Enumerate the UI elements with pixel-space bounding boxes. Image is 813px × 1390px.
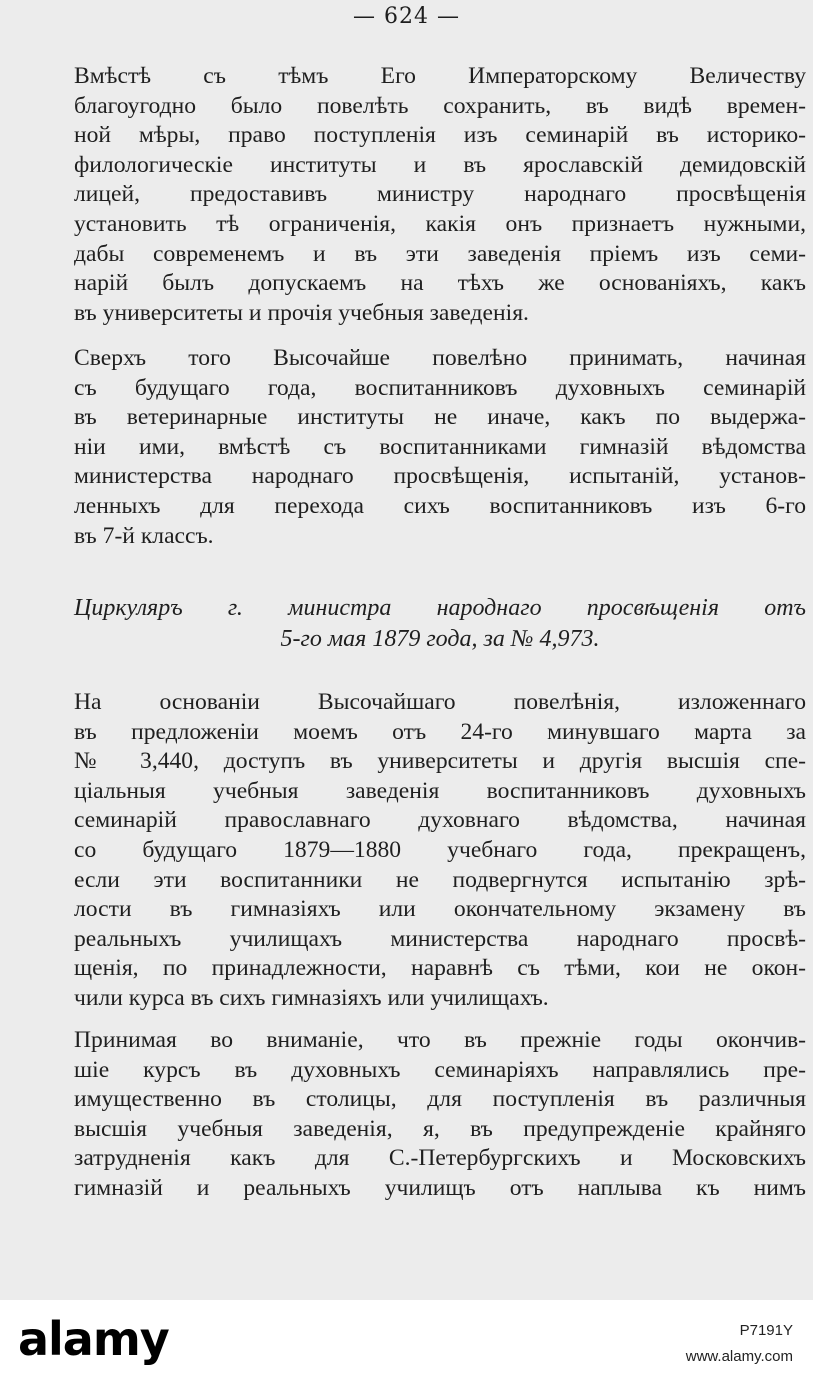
text-line: ціальныя учебныя заведенія воспитанниковъ духовныхъ — [74, 777, 806, 804]
text-line: въ университеты и прочія учебныя заведенія. — [74, 299, 529, 326]
paragraph-1 — [74, 62, 806, 328]
text-line: Сверхъ того Высочайше повелѣно принимать, начиная — [74, 345, 806, 371]
text-line: реальныхъ училищахъ министерства народнаго просвѣ- — [74, 925, 806, 952]
image-id: P7191Y — [739, 1322, 793, 1339]
text-line: если эти воспитанники не подвергнутся испытанію зрѣ- — [74, 866, 806, 893]
heading-line-1: Циркуляръ г. министра народнаго просвѣщенія отъ — [74, 595, 806, 621]
text-line: ной мѣры, право поступленія изъ семинарій въ историко- — [74, 122, 806, 149]
text-line: ніи ими, вмѣстѣ съ воспитанниками гимназій вѣдомства — [74, 433, 806, 460]
page-number: — 624 — — [353, 4, 460, 29]
text-line: установить тѣ ограниченія, какія онъ признаетъ нужными, — [74, 210, 806, 237]
paragraph-3 — [74, 688, 806, 1014]
text-line: съ будущаго года, воспитанниковъ духовныхъ семинарій — [74, 374, 806, 401]
circular-heading — [74, 593, 806, 655]
text-line: высшія учебныя заведенія, я, въ предупрежденіе крайняго — [74, 1115, 806, 1142]
text-line: шіе курсъ въ духовныхъ семинаріяхъ направлялись пре- — [74, 1056, 806, 1083]
text-line: щенія, по принадлежности, наравнѣ съ тѣми, кои не окон- — [74, 955, 806, 982]
text-line: Принимая во вниманіе, что въ прежніе годы окончив- — [74, 1027, 806, 1053]
text-line: со будущаго 1879—1880 учебнаго года, прекращенъ, — [74, 836, 806, 863]
paragraph-4 — [74, 1026, 806, 1204]
text-line: затрудненія какъ для С.-Петербургскихъ и Московскихъ — [74, 1145, 806, 1172]
text-line: имущественно въ столицы, для поступленія въ различныя — [74, 1086, 806, 1113]
text-line: лицей, предоставивъ министру народнаго просвѣщенія — [74, 181, 806, 208]
alamy-logo: alamy — [18, 1312, 169, 1366]
text-line: филологическіе институты и въ ярославскій демидовскій — [74, 151, 806, 178]
text-line: чили курса въ сихъ гимназіяхъ или училищахъ. — [74, 984, 549, 1011]
paragraph-2 — [74, 344, 806, 551]
text-line: благоугодно было повелѣть сохранить, въ видѣ времен- — [74, 92, 806, 119]
text-line: семинарій православнаго духовнаго вѣдомства, начиная — [74, 807, 806, 834]
text-line: въ ветеринарные институты не иначе, какъ по выдержа- — [74, 404, 806, 431]
text-line: ленныхъ для перехода сихъ воспитанниковъ изъ 6-го — [74, 492, 806, 519]
text-line: На основаніи Высочайшаго повелѣнія, изложеннаго — [74, 689, 806, 715]
text-line: министерства народнаго просвѣщенія, испытаній, установ- — [74, 463, 806, 490]
text-line: Вмѣстѣ съ тѣмъ Его Императорскому Величеству — [74, 63, 806, 89]
text-line: лости въ гимназіяхъ или окончательному экзамену въ — [74, 896, 806, 923]
site-url: www.alamy.com — [685, 1348, 793, 1365]
text-line: № 3,440, доступъ въ университеты и другія высшія спе- — [74, 748, 806, 775]
text-line: въ предложеніи моемъ отъ 24-го минувшаго марта за — [74, 718, 806, 745]
text-line: дабы современемъ и въ эти заведенія пріемъ изъ семи- — [74, 240, 806, 267]
text-line: гимназій и реальныхъ училищъ отъ наплыва къ нимъ — [74, 1174, 806, 1201]
text-line: нарій былъ допускаемъ на тѣхъ же основаніяхъ, какъ — [74, 270, 806, 297]
heading-line-2: 5-го мая 1879 года, за № 4,973. — [280, 626, 600, 652]
text-line: въ 7-й классъ. — [74, 522, 214, 549]
